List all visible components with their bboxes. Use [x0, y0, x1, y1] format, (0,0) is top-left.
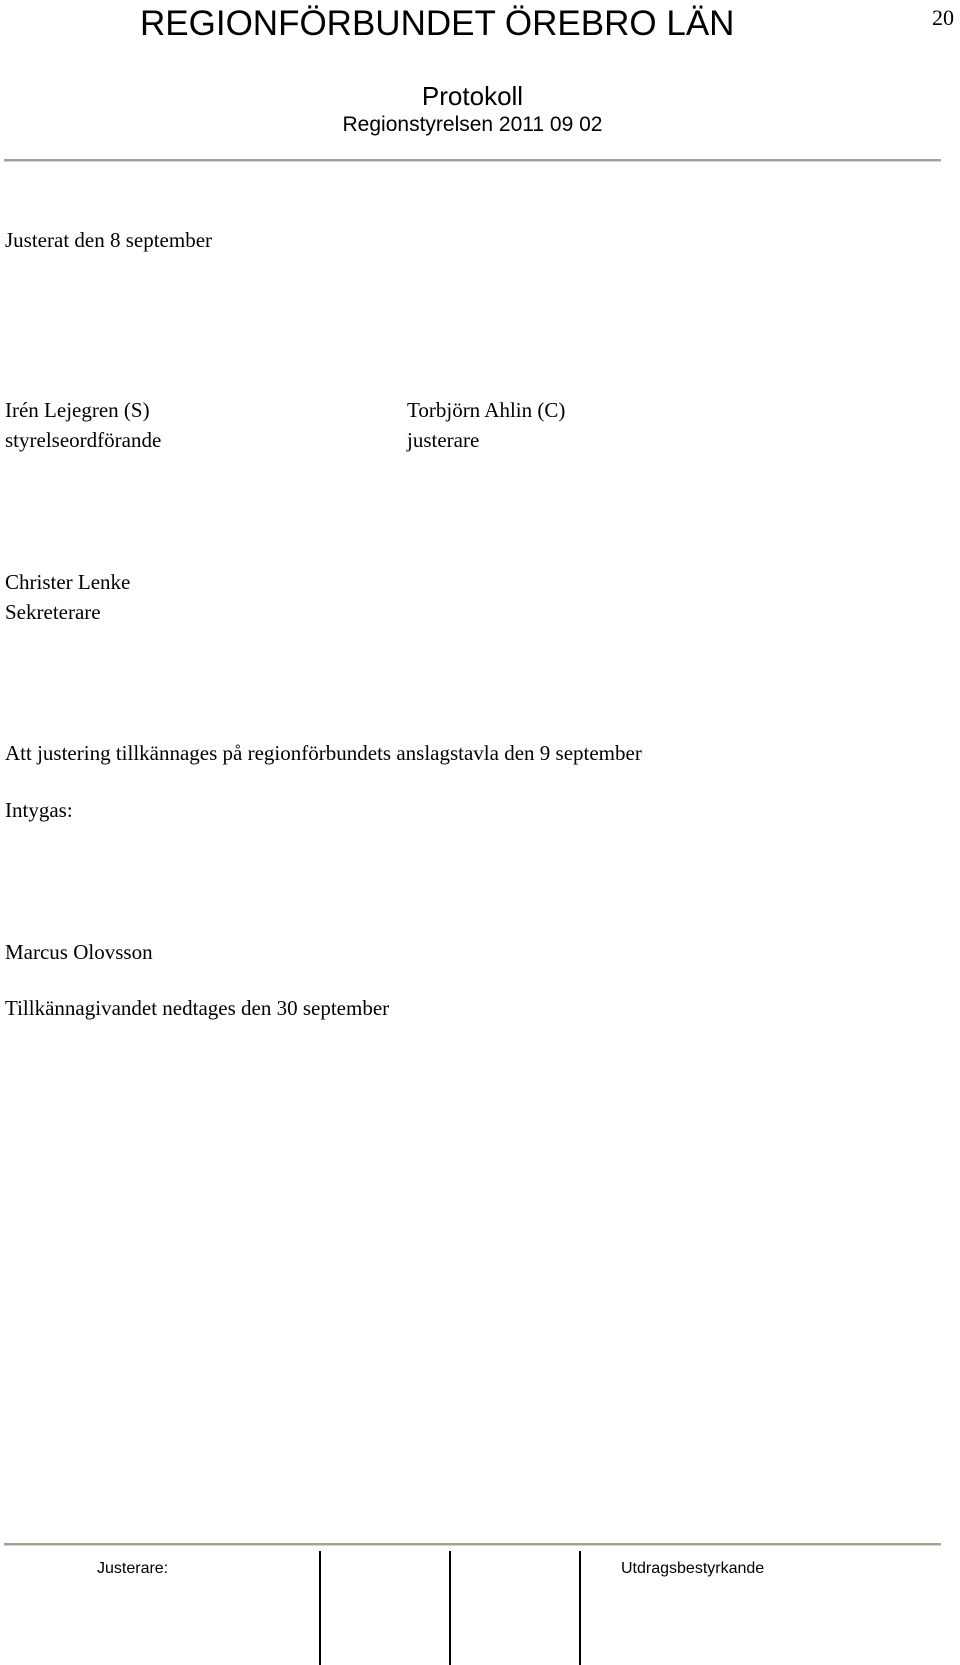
footer-adjuster-label: Justerare:: [97, 1560, 169, 1577]
footer-divider: [4, 1543, 941, 1546]
page-number: 20: [932, 5, 954, 30]
organization-title: REGIONFÖRBUNDET ÖREBRO LÄN: [140, 4, 735, 43]
footer-signature-divider: [319, 1551, 321, 1665]
footer-signature-divider: [449, 1551, 451, 1665]
signatory-name-adjuster: Torbjörn Ahlin (C): [407, 398, 566, 422]
document-subtitle: Regionstyrelsen 2011 09 02: [342, 113, 603, 136]
header-divider: [4, 159, 941, 162]
signatory-name-secretary: Christer Lenke: [5, 570, 131, 594]
signatory-name-chair: Irén Lejegren (S): [5, 398, 150, 422]
removal-note: Tillkännagivandet nedtages den 30 september: [5, 996, 390, 1020]
document-type: Protokoll: [421, 81, 524, 111]
signatory-role-adjuster: justerare: [407, 428, 480, 452]
announcement-text: Att justering tillkännages på regionförbundets anslagstavla den 9 september: [5, 741, 642, 765]
certify-label: Intygas:: [5, 798, 73, 822]
adjusted-date: Justerat den 8 september: [5, 228, 213, 252]
footer-certified-extract-label: Utdragsbestyrkande: [621, 1560, 765, 1577]
footer-signature-divider: [579, 1551, 581, 1665]
signatory-role-chair: styrelseordförande: [5, 428, 162, 452]
certifier-name: Marcus Olovsson: [5, 940, 153, 964]
signatory-role-secretary: Sekreterare: [5, 600, 101, 624]
